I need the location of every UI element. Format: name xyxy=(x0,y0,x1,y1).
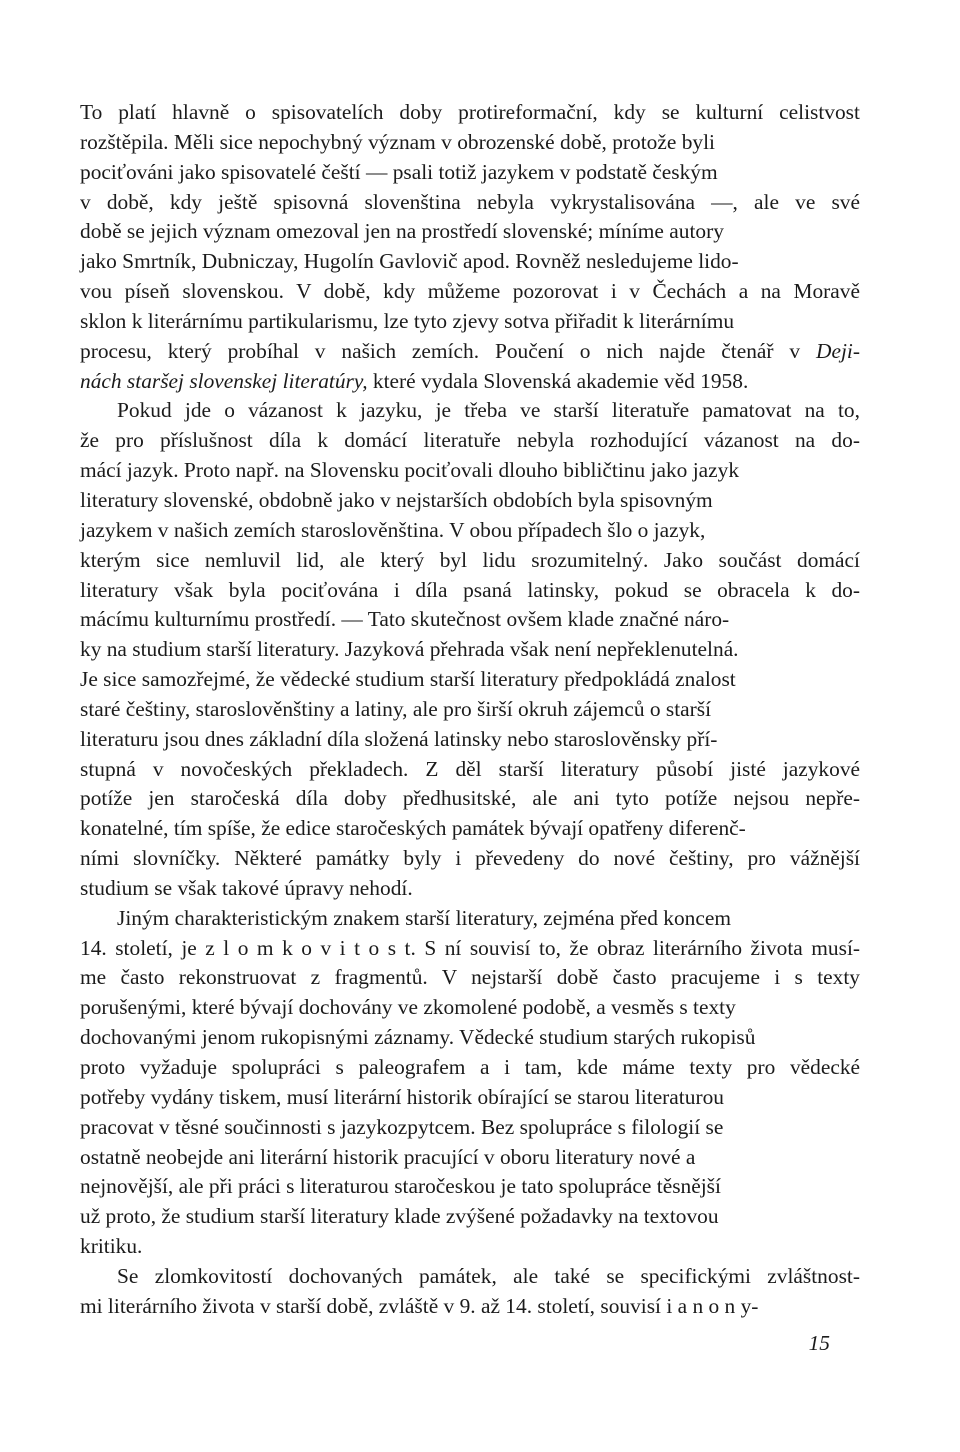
text-run: nejnovější, ale při práci s literaturou staročeskou je tato spolupráce těsnější xyxy=(80,1174,721,1199)
text-line xyxy=(80,665,860,695)
text-run: že pro příslušnost díla k domácí literatuře nebyla rozhodující vázanost na do- xyxy=(80,428,860,453)
text-run: staré češtiny, staroslověnštiny a latiny, ale pro širší okruh zájemců o starší xyxy=(80,696,712,721)
text-line xyxy=(80,486,860,516)
text-run: mi literárního života v starší době, zvláště v 9. až 14. století, souvisí i a n o n y- xyxy=(80,1293,759,1318)
text-run: jako Smrtník, Dubniczay, Hugolín Gavlovič apod. Rovněž nesledujeme lido- xyxy=(80,249,739,274)
text-run: které vydala Slovenská akademie věd 1958. xyxy=(367,368,749,393)
text-run: ními slovníčky. Některé památky byly i převedeny do nové češtiny, pro vážnější xyxy=(80,846,860,871)
text-run: stupná v novočeských překladech. Z děl starší literatury působí jisté jazykové xyxy=(80,756,861,781)
text-line xyxy=(80,98,860,128)
text-run: studium se však takové úpravy nehodí. xyxy=(80,875,413,900)
text-run: době se jejich význam omezoval jen na prostředí slovenské; míníme autory xyxy=(80,219,724,244)
text-line xyxy=(80,546,860,576)
text-line xyxy=(80,844,860,874)
text-run: 14. století, je z l o m k o v i t o s t. S ní souvisí to, že obraz literárního života musí- xyxy=(80,935,861,960)
text-line xyxy=(80,247,860,277)
text-line xyxy=(80,695,860,725)
text-run: Se zlomkovitostí dochovaných památek, ale také se specifickými zvláštnost- xyxy=(117,1263,860,1288)
text-line xyxy=(80,188,860,218)
text-line xyxy=(80,1172,860,1202)
text-run: mácímu kulturnímu prostředí. — Tato skutečnost ovšem klade značné náro- xyxy=(80,607,730,632)
text-line xyxy=(80,426,860,456)
text-run: dochovanými jenom rukopisnými záznamy. Vědecké studium starých rukopisů xyxy=(80,1025,756,1050)
text-run: kritiku. xyxy=(80,1234,143,1259)
text-line xyxy=(80,516,860,546)
text-run: konatelné, tím spíše, že edice staročeských památek bývají opatřeny diferenč- xyxy=(80,816,746,841)
text-run: pociťováni jako spisovatelé čeští — psali totiž jazykem v podstatě českým xyxy=(80,159,718,184)
page-number: 15 xyxy=(808,1331,830,1355)
text-line xyxy=(80,217,860,247)
text-line xyxy=(80,934,860,964)
text-run: proto vyžaduje spolupráci s paleografem a i tam, kde máme texty pro vědecké xyxy=(80,1055,861,1079)
text-line xyxy=(80,635,860,665)
text-run: porušenými, které bývají dochovány ve zkomolené podobě, a vesměs s texty xyxy=(80,995,736,1020)
text-run: Pokud jde o vázanost k jazyku, je třeba ve starší literatuře pamatovat na to, xyxy=(117,398,860,423)
text-line xyxy=(80,158,860,188)
text-line xyxy=(80,307,860,337)
text-run: sklon k literárnímu partikularismu, lze tyto zjevy sotva přiřadit k literárnímu xyxy=(80,308,735,333)
text-run: literatury však byla pociťována i díla psaná latinsky, pokud se obracela k do- xyxy=(80,577,860,602)
text-line xyxy=(80,814,860,844)
text-line xyxy=(80,605,860,635)
text-line xyxy=(80,128,860,158)
text-run: To platí hlavně o spisovatelích doby protireformační, kdy se kulturní celistvost xyxy=(80,100,860,124)
text-run: jazykem v našich zemích staroslověnština. V obou případech šlo o jazyk, xyxy=(80,517,706,542)
text-line xyxy=(80,576,860,606)
text-line xyxy=(80,963,860,993)
text-line xyxy=(80,337,860,367)
text-run: už proto, že studium starší literatury klade zvýšené požadavky na textovou xyxy=(80,1204,719,1229)
text-line xyxy=(80,277,860,307)
body-text xyxy=(80,98,860,1322)
text-run: pracovat v těsné součinnosti s jazykozpytcem. Bez spolupráce s filologií se xyxy=(80,1114,724,1139)
text-run: literaturu jsou dnes základní díla složená latinsky nebo staroslověnsky pří- xyxy=(80,726,718,751)
text-run: kterým sice nemluvil lid, ale který byl lidu srozumitelný. Jako součást domácí xyxy=(80,547,860,572)
text-run: vou píseň slovenskou. V době, kdy můžeme pozorovat i v Čechách a na Moravě xyxy=(80,279,860,304)
text-run: potřeby vydány tiskem, musí literární historik obírající se starou literaturou xyxy=(80,1084,724,1109)
text-run: me často rekonstruovat z fragmentů. V nejstarší době často pracujeme i s texty xyxy=(80,965,860,990)
text-line xyxy=(80,874,860,904)
text-run: Jiným charakteristickým znakem starší literatury, zejména před koncem xyxy=(117,905,731,930)
text-run: literatury slovenské, obdobně jako v nejstarších obdobích byla spisovným xyxy=(80,487,713,512)
text-line xyxy=(80,1143,860,1173)
text-run: ostatně neobejde ani literární historik pracující v oboru literatury nové a xyxy=(80,1144,696,1169)
text-run: rozštěpila. Měli sice nepochybný význam v obrozenské době, protože byli xyxy=(80,129,715,154)
italic-title: nách staršej slovenskej literatúry, xyxy=(80,368,368,393)
text-line xyxy=(80,1083,860,1113)
text-line xyxy=(80,993,860,1023)
text-line xyxy=(80,725,860,755)
text-line xyxy=(80,1232,860,1262)
text-run: potíže jen staročeská díla doby předhusitské, ale ani tyto potíže nejsou nepře- xyxy=(80,786,860,811)
text-line xyxy=(80,1053,860,1083)
text-run: Je sice samozřejmé, že vědecké studium starší literatury předpokládá znalost xyxy=(80,667,736,692)
text-line xyxy=(80,1292,860,1322)
text-line xyxy=(80,367,860,397)
text-run: ky na studium starší literatury. Jazyková přehrada však není nepřeklenutelná. xyxy=(80,637,739,662)
text-line xyxy=(80,784,860,814)
text-line xyxy=(80,456,860,486)
text-line xyxy=(80,1113,860,1143)
text-run: mácí jazyk. Proto např. na Slovensku pociťovali dlouho bibličtinu jako jazyk xyxy=(80,458,740,483)
text-line xyxy=(80,904,860,934)
text-run: v době, kdy ještě spisovná slovenština nebyla vykrystalisována —, ale ve své xyxy=(80,189,860,214)
text-line xyxy=(80,1023,860,1053)
text-line xyxy=(80,396,860,426)
text-run: procesu, který probíhal v našich zemích. Poučení o nich najde čtenář v xyxy=(80,338,817,363)
italic-title: Deji- xyxy=(816,338,860,363)
text-line xyxy=(80,1262,860,1292)
text-line xyxy=(80,1202,860,1232)
text-line xyxy=(80,755,860,785)
